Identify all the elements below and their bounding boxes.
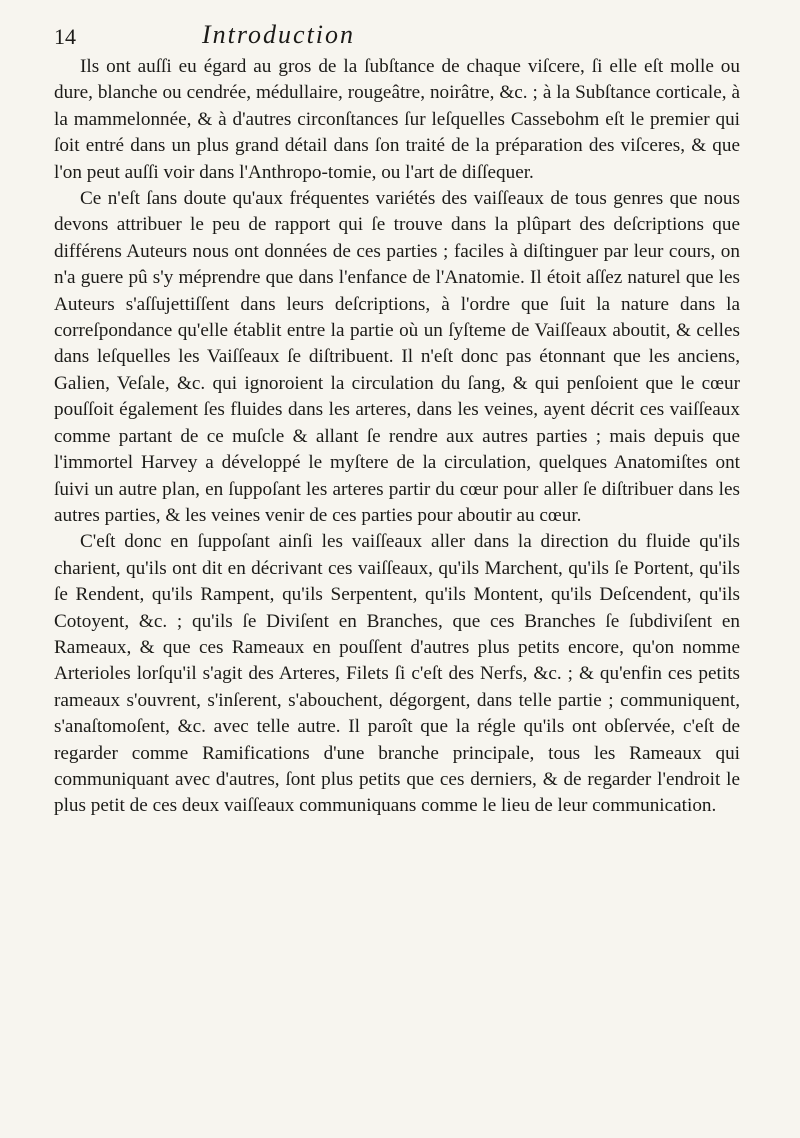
- body-text: [54, 54, 740, 820]
- paragraph-1: Ils ont auſſi eu égard au gros de la ſubſtance de chaque viſcere, ſi elle eſt molle ou dure, blanche ou cendrée, médullaire, rougeâtre, noirâtre, &c. ; à la Subſtance corticale, à la mammelonnée, & à d'autres circonſtances ſur leſquelles Cassebohm eſt le premier qui ſoit entré dans un plus grand détail dans ſon traité de la préparation des viſceres, & que l'on peut auſſi voir dans l'Anthropo-tomie, ou l'art de diſſequer.: [54, 56, 740, 183]
- paragraph-3: C'eſt donc en ſuppoſant ainſi les vaiſſeaux aller dans la direction du fluide qu'ils charient, qu'ils ont dit en décrivant ces vaiſſeaux, qu'ils Marchent, qu'ils ſe Portent, qu'ils ſe Rendent, qu'ils Rampent, qu'ils Serpentent, qu'ils Montent, qu'ils Deſcendent, qu'ils Cotoyent, &c. ; qu'ils ſe Diviſent en Branches, que ces Branches ſe ſubdiviſent en Rameaux, & que ces Rameaux en pouſſent d'autres plus petits encore, qu'on nomme Arterioles lorſqu'il s'agit des Arteres, Filets ſi c'eſt des Nerfs, &c. ; & qu'enfin ces petits rameaux s'ouvrent, s'inſerent, s'abouchent, dégorgent, dans telle partie ; communiquent, s'anaſtomoſent, &c. avec telle autre. Il paroît que la régle qu'ils ont obſervée, c'eſt de regarder comme Ramifications d'une branche principale, tous les Rameaux qui communiquant avec d'autres, ſont plus petits que ces derniers, & de regarder l'endroit le plus petit de ces deux vaiſſeaux communiquans comme le lieu de leur communication.: [54, 531, 740, 817]
- page-number: 14: [54, 24, 76, 49]
- paragraph-2: Ce n'eſt ſans doute qu'aux fréquentes variétés des vaiſſeaux de tous genres que nous devons attribuer le peu de rapport qui ſe trouve dans la plûpart des deſcriptions que différens Auteurs nous ont données de ces parties ; faciles à diſtinguer par leur cours, on n'a guere pû s'y méprendre que dans l'enfance de l'Anatomie. Il étoit aſſez naturel que les Auteurs s'aſſujettiſſent dans leurs deſcriptions, à l'ordre que ſuit la nature dans la correſpondance qu'elle établit entre la partie où un ſyſteme de Vaiſſeaux aboutit, & celles dans leſquelles les Vaiſſeaux ſe diſtribuent. Il n'eſt donc pas étonnant que les anciens, Galien, Veſale, &c. qui ignoroient la circulation du ſang, & qui penſoient que le cœur pouſſoit également ſes fluides dans les arteres, dans les veines, ayent décrit ces vaiſſeaux comme partant de ce muſcle & allant ſe rendre aux autres parties ; mais depuis que l'immortel Harvey a développé le myſtere de la circulation, quelques Anatomiſtes ont ſuivi un autre plan, en ſuppoſant les arteres partir du cœur pour aller ſe diſtribuer dans les autres parties, & les veines venir de ces parties pour aboutir au cœur.: [54, 188, 740, 526]
- running-head: [54, 20, 740, 54]
- running-title: Introduction: [202, 20, 356, 49]
